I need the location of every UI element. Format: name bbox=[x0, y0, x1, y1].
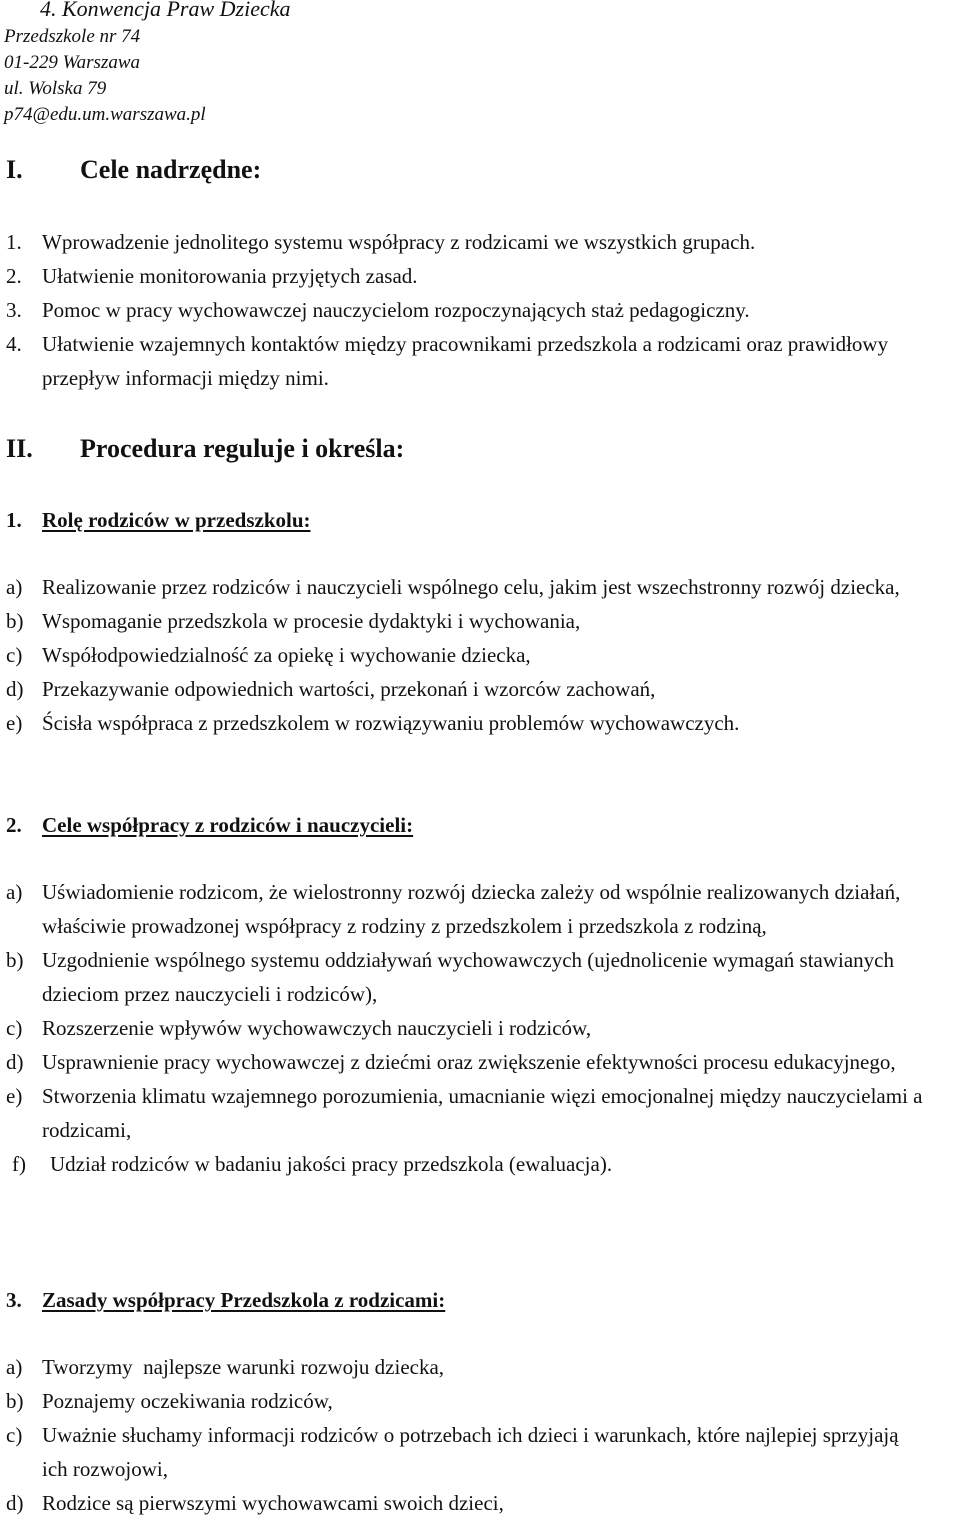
list-item: e) Stworzenia klimatu wzajemnego porozumienia, umacnianie więzi emocjonalnej między nauczycielami a rodzicami, bbox=[6, 1084, 923, 1142]
list-item: d) Rodzice są pierwszymi wychowawcami swoich dzieci, bbox=[6, 1491, 504, 1515]
school-name: Przedszkole nr 74 bbox=[4, 26, 141, 47]
list-item: c) Uważnie słuchamy informacji rodziców o potrzebach ich dzieci i warunkach, które najlepiej sprzyjają ich rozwojowi, bbox=[6, 1423, 899, 1481]
section2-heading bbox=[6, 432, 404, 466]
document-header bbox=[0, 0, 960, 128]
section1-list bbox=[0, 225, 960, 395]
list-item: b) Uzgodnienie wspólnego systemu oddziaływań wychowawczych (ujednolicenie wymagań stawianych dzieciom przez nauczycieli i rodziców), bbox=[6, 948, 894, 1006]
list-item: 2. Ułatwienie monitorowania przyjętych zasad. bbox=[6, 264, 418, 288]
section1-numeral: I. bbox=[6, 155, 23, 184]
list-item: c) Współodpowiedzialność za opiekę i wychowanie dziecka, bbox=[6, 643, 531, 667]
street-address: ul. Wolska 79 bbox=[4, 78, 107, 99]
section1-title: Cele nadrzędne: bbox=[80, 155, 262, 184]
subsection3-title: Zasady współpracy Przedszkola z rodzicami: bbox=[42, 1288, 446, 1312]
header-title-line: 4. Konwencja Praw Dziecka bbox=[40, 0, 291, 21]
subsection1-list bbox=[0, 570, 960, 740]
list-item: f) Udział rodziców w badaniu jakości pracy przedszkola (ewaluacja). bbox=[12, 1152, 613, 1176]
list-item: b) Wspomaganie przedszkola w procesie dydaktyki i wychowania, bbox=[6, 609, 581, 633]
section2-title: Procedura reguluje i określa: bbox=[80, 434, 405, 463]
list-item: b) Poznajemy oczekiwania rodziców, bbox=[6, 1389, 333, 1413]
list-item: a) Realizowanie przez rodziców i nauczycieli wspólnego celu, jakim jest wszechstronny rozwój dziecka, bbox=[6, 575, 900, 599]
subsection3-heading: 3. Zasady współpracy Przedszkola z rodzicami: bbox=[6, 1283, 445, 1317]
subsection1-title: Rolę rodziców w przedszkolu: bbox=[42, 508, 311, 532]
subsection3-list bbox=[0, 1350, 960, 1520]
list-item: d) Usprawnienie pracy wychowawczej z dziećmi oraz zwiększenie efektywności procesu edukacyjnego, bbox=[6, 1050, 896, 1074]
list-item: c) Rozszerzenie wpływów wychowawczych nauczycieli i rodziców, bbox=[6, 1016, 592, 1040]
email-address: p74@edu.um.warszawa.pl bbox=[4, 104, 206, 125]
list-item: 4. Ułatwienie wzajemnych kontaktów między pracownikami przedszkola a rodzicami oraz prawidłowy przepływ informacji między nimi. bbox=[6, 332, 889, 390]
list-item: d) Przekazywanie odpowiednich wartości, przekonań i wzorców zachowań, bbox=[6, 677, 656, 701]
subsection2-heading: 2. Cele współpracy z rodziców i nauczycieli: bbox=[6, 808, 413, 842]
section1-heading bbox=[6, 153, 261, 187]
list-item: a) Tworzymy najlepsze warunki rozwoju dziecka, bbox=[6, 1355, 445, 1379]
subsection2-list bbox=[0, 875, 960, 1181]
list-item: 1. Wprowadzenie jednolitego systemu współpracy z rodzicami we wszystkich grupach. bbox=[6, 230, 756, 254]
list-item: 3. Pomoc w pracy wychowawczej nauczycielom rozpoczynających staż pedagogiczny. bbox=[6, 298, 750, 322]
postal-address: 01-229 Warszawa bbox=[4, 52, 141, 73]
subsection1-heading: 1. Rolę rodziców w przedszkolu: bbox=[6, 503, 311, 537]
subsection2-title: Cele współpracy z rodziców i nauczycieli: bbox=[42, 813, 414, 837]
section2-numeral: II. bbox=[6, 434, 33, 463]
list-item: a) Uświadomienie rodzicom, że wielostronny rozwój dziecka zależy od wspólnie realizowanych działań, właściwie prowadzonej współpracy z rodziny z przedszkolem i przedszkola z rodziną, bbox=[6, 880, 901, 938]
list-item: e) Ścisła współpraca z przedszkolem w rozwiązywaniu problemów wychowawczych. bbox=[6, 711, 740, 735]
